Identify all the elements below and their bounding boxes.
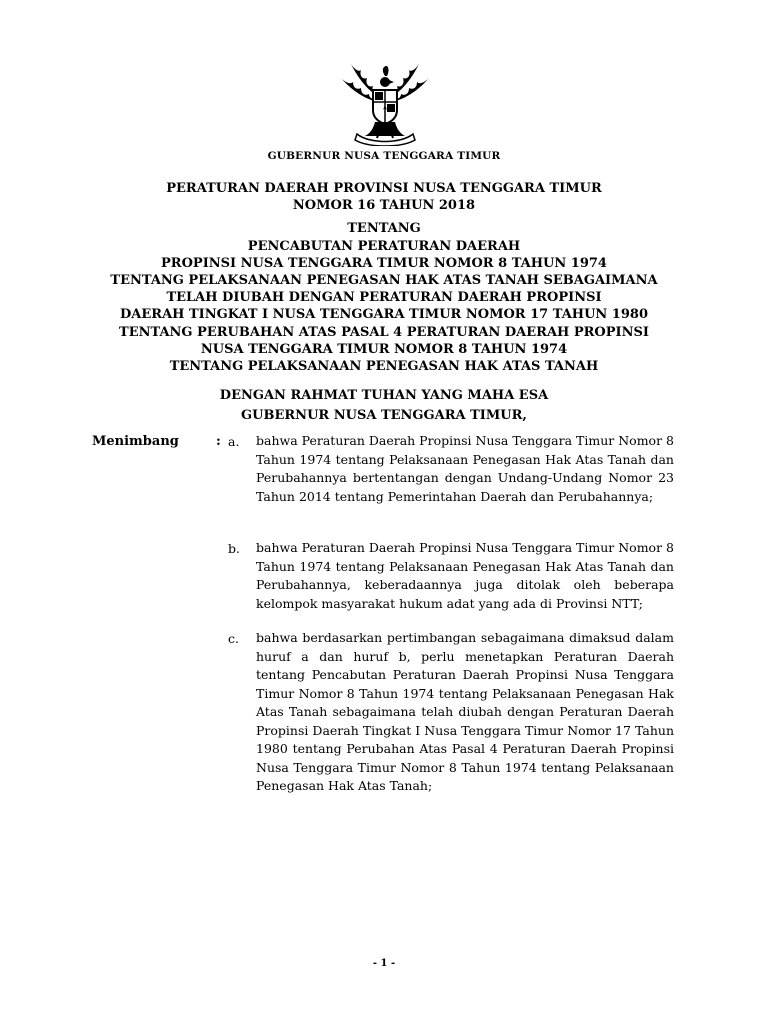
title-line: NOMOR 16 TAHUN 2018: [292, 198, 476, 214]
clause-letter-c: c.: [228, 631, 239, 646]
clause-letter-b: b.: [228, 541, 240, 556]
governor-line: GUBERNUR NUSA TENGGARA TIMUR,: [241, 408, 527, 423]
title-line: NUSA TENGGARA TIMUR NOMOR 8 TAHUN 1974: [200, 341, 568, 357]
regulation-title: [60, 180, 708, 375]
title-line: DAERAH TINGKAT I NUSA TENGGARA TIMUR NOMOR 17 TAHUN 1980: [120, 307, 648, 323]
page-number: - 1 -: [372, 958, 396, 969]
clause-text-b: bahwa Peraturan Daerah Propinsi Nusa Tenggara Timur Nomor 8 Tahun 1974 tentang Pelaksanaan Penegasan Hak Atas Tanah dan Perubahannya, keberadaannya juga ditolak oleh beberapa kelompok masyarakat hukum adat yang ada di Provinsi NTT;: [256, 540, 674, 611]
clause-text-c: bahwa berdasarkan pertimbangan sebagaimana dimaksud dalam huruf a dan huruf b, perlu menetapkan Peraturan Daerah tentang Pencabutan Peraturan Daerah Propinsi Nusa Tenggara Timur Nomor 8 Tahun 1974 tentang Pelaksanaan Penegasan Hak Atas Tanah sebagaimana telah diubah dengan Peraturan Daerah Propinsi Daerah Tingkat I Nusa Tenggara Timur Nomor 17 Tahun 1980 tentang Perubahan Atas Pasal 4 Peraturan Daerah Propinsi Nusa Tenggara Timur Nomor 8 Tahun 1974 tentang Pelaksanaan Penegasan Hak Atas Tanah;: [256, 630, 674, 793]
title-line: PENCABUTAN PERATURAN DAERAH: [247, 238, 521, 254]
title-line: TENTANG PERUBAHAN ATAS PASAL 4 PERATURAN DAERAH PROPINSI: [119, 324, 649, 340]
clause-text-a: bahwa Peraturan Daerah Propinsi Nusa Tenggara Timur Nomor 8 Tahun 1974 tentang Pelaksanaan Penegasan Hak Atas Tanah dan Perubahannya bertentangan dengan Undang-Undang Nomor 23 Tahun 2014 tentang Pemerintahan Daerah dan Perubahannya;: [256, 433, 674, 504]
title-line: TENTANG PELAKSANAAN PENEGASAN HAK ATAS TANAH SEBAGAIMANA: [110, 273, 658, 289]
blessing-line: DENGAN RAHMAT TUHAN YANG MAHA ESA: [219, 388, 549, 403]
considering-colon: :: [216, 434, 221, 449]
title-line: PERATURAN DAERAH PROVINSI NUSA TENGGARA TIMUR: [166, 181, 602, 196]
title-line: PROPINSI NUSA TENGGARA TIMUR NOMOR 8 TAHUN 1974: [161, 255, 607, 271]
clause-letter-a: a.: [228, 434, 240, 449]
considering-label: Menimbang: [92, 434, 179, 449]
preamble: [0, 386, 768, 426]
title-line: TENTANG PELAKSANAAN PENEGASAN HAK ATAS TANAH: [169, 359, 599, 375]
garuda-pancasila-emblem-icon: [329, 58, 441, 146]
title-line: TELAH DIUBAH DENGAN PERATURAN DAERAH PROPINSI: [166, 290, 602, 306]
title-line: TENTANG: [347, 221, 421, 237]
issuer-heading: GUBERNUR NUSA TENGGARA TIMUR: [267, 150, 501, 162]
